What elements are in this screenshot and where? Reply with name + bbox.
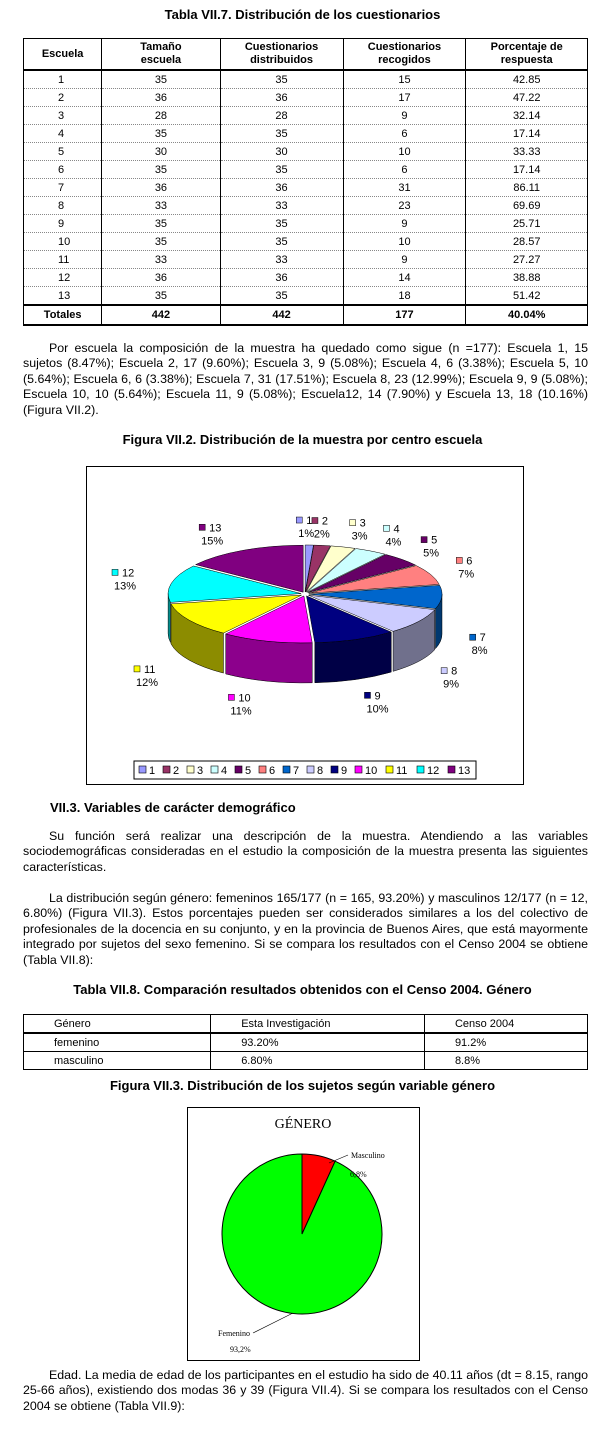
legend-swatch bbox=[283, 766, 290, 773]
legend-label: 6 bbox=[269, 765, 276, 777]
figure-title: Figura VII.3. Distribución de los sujetos según variable género bbox=[109, 1078, 496, 1093]
table-cell: 36 bbox=[102, 179, 220, 197]
paragraph-sample-composition: Por escuela la composición de la muestra ha quedado como sigue (n =177): Escuela 1, 15 sujetos (8.47%); Escuela 2, 17 (9.60%); Escuela 3, 9 (5.08%); Escuela 4, 6 (3.38%); Escuela 5, 10 (5.64%); Escuela 6, 6 (3.38%); Escuela 7, 31 (17.51%); Escuela 8, 23 (12.99%); Escuela 9, 9 (5.08%); Escuela 10, 10 (5.64%); Escuela 11, 9 (5.08%); Escuela12, 14 (7.90%) y Escuela 13, 18 (10.16%) (Figura VII.2). bbox=[23, 341, 588, 417]
slice-category-label: 13 bbox=[209, 522, 222, 535]
slice-label-13 bbox=[199, 522, 223, 547]
table-cell: 40.04% bbox=[466, 305, 588, 325]
table-cell: 28 bbox=[220, 107, 343, 125]
slice-value-label: 3% bbox=[351, 530, 368, 543]
table-row bbox=[24, 215, 588, 233]
legend-label: 4 bbox=[221, 765, 228, 777]
slice-value-label: 11% bbox=[230, 705, 252, 718]
table-cell: Totales bbox=[24, 305, 102, 325]
leader-line bbox=[329, 1155, 348, 1163]
legend-label: 9 bbox=[341, 765, 348, 777]
column-header bbox=[343, 39, 466, 71]
slice-category-label: 10 bbox=[238, 692, 251, 705]
slice-category-label: 8 bbox=[451, 665, 458, 678]
slice-value-label: 5% bbox=[423, 547, 439, 560]
slice-label-7 bbox=[470, 632, 488, 657]
column-header: Esta Investigación bbox=[211, 1015, 425, 1034]
slice-category-label: 11 bbox=[143, 663, 156, 676]
school-pie-svg bbox=[87, 467, 523, 784]
label-swatch bbox=[228, 694, 234, 700]
table-cell: 12 bbox=[24, 269, 102, 287]
legend-swatch bbox=[163, 766, 170, 773]
table-cell: 42.85 bbox=[466, 70, 588, 89]
slice-label-8 bbox=[441, 666, 459, 691]
legend-label: 2 bbox=[173, 765, 180, 777]
table-cell: 31 bbox=[343, 179, 466, 197]
header-line: Cuestionarios bbox=[244, 41, 319, 53]
table-cell: masculino bbox=[24, 1052, 211, 1070]
legend-swatch bbox=[355, 766, 362, 773]
table-cell: 11 bbox=[24, 251, 102, 269]
legend-label: 1 bbox=[149, 765, 156, 777]
header-line: respuesta bbox=[500, 54, 553, 66]
table-cell: 33 bbox=[102, 251, 220, 269]
slice-category-label: Masculino bbox=[351, 1151, 385, 1160]
legend-swatch bbox=[211, 766, 218, 773]
gender-pie-chart bbox=[187, 1107, 420, 1361]
table-cell: 17.14 bbox=[466, 125, 588, 143]
slice-category-label: 9 bbox=[374, 690, 381, 703]
slice-label-4 bbox=[383, 523, 401, 548]
label-swatch bbox=[296, 517, 302, 523]
table-cell: 442 bbox=[102, 305, 220, 325]
table-cell: 33 bbox=[220, 197, 343, 215]
table-cell: 35 bbox=[102, 215, 220, 233]
totals-row bbox=[24, 305, 588, 325]
legend-swatch bbox=[307, 766, 314, 773]
table-cell: femenino bbox=[24, 1033, 211, 1052]
table-cell: 38.88 bbox=[466, 269, 588, 287]
table-cell: 93.20% bbox=[211, 1033, 425, 1052]
table-row bbox=[24, 1052, 588, 1070]
table-cell: 13 bbox=[24, 287, 102, 306]
table-cell: 23 bbox=[343, 197, 466, 215]
table-cell: 17.14 bbox=[466, 161, 588, 179]
slice-category-label: Femenino bbox=[218, 1329, 250, 1338]
table-cell: 28.57 bbox=[466, 233, 588, 251]
table-cell: 6 bbox=[343, 125, 466, 143]
legend-swatch bbox=[417, 766, 424, 773]
table-cell: 35 bbox=[220, 161, 343, 179]
legend-label: 10 bbox=[365, 765, 378, 777]
legend-label: 11 bbox=[396, 765, 408, 777]
table-cell: 18 bbox=[343, 287, 466, 306]
table-cell: 33 bbox=[102, 197, 220, 215]
legend-swatch bbox=[139, 766, 146, 773]
table-cell: 9 bbox=[343, 215, 466, 233]
legend-frame bbox=[134, 761, 476, 779]
table-cell: 6 bbox=[343, 161, 466, 179]
table-cell: 10 bbox=[343, 143, 466, 161]
legend-swatch bbox=[187, 766, 194, 773]
table-cell: 35 bbox=[220, 287, 343, 306]
table-row bbox=[24, 70, 588, 89]
legend-swatch bbox=[448, 766, 455, 773]
slice-category-label: 5 bbox=[431, 534, 438, 547]
table-cell: 35 bbox=[220, 125, 343, 143]
table-cell: 91.2% bbox=[424, 1033, 587, 1052]
legend-swatch bbox=[235, 766, 242, 773]
table-row bbox=[24, 107, 588, 125]
table-cell: 4 bbox=[24, 125, 102, 143]
table-row bbox=[24, 161, 588, 179]
table-cell: 9 bbox=[343, 107, 466, 125]
legend-label: 12 bbox=[427, 765, 440, 777]
distribution-table bbox=[23, 38, 588, 326]
paragraph-age: Edad. La media de edad de los participantes en el estudio ha sido de 40.11 años (dt = 8.15, rango 25-66 años), existiendo dos modas 36 y 39 (Figura VII.4). Si se compara los resultados con el Censo 2004 se obtiene (Tabla VII.9): bbox=[23, 1368, 588, 1413]
column-header bbox=[220, 39, 343, 71]
table-cell: 35 bbox=[102, 125, 220, 143]
legend-swatch bbox=[259, 766, 266, 773]
slice-value-label: 2% bbox=[313, 528, 330, 541]
table-cell: 10 bbox=[343, 233, 466, 251]
table-cell: 35 bbox=[102, 287, 220, 306]
table-cell: 33.33 bbox=[466, 143, 588, 161]
slice-category-label: 6 bbox=[466, 555, 473, 568]
table-cell: 5 bbox=[24, 143, 102, 161]
table-cell: 35 bbox=[220, 70, 343, 89]
header-line: Porcentaje de bbox=[490, 41, 563, 53]
table-cell: 10 bbox=[24, 233, 102, 251]
table-cell: 177 bbox=[343, 305, 466, 325]
slice-value-label: 10% bbox=[366, 703, 389, 716]
header-line: escuela bbox=[140, 54, 182, 66]
slice-category-label: 2 bbox=[321, 515, 329, 528]
table-title: Tabla VII.7. Distribución de los cuestionarios bbox=[164, 7, 441, 22]
table-cell: 15 bbox=[343, 70, 466, 89]
table-cell: 30 bbox=[102, 143, 220, 161]
legend-label: 8 bbox=[317, 765, 324, 777]
column-header bbox=[102, 39, 220, 71]
table-cell: 86.11 bbox=[466, 179, 588, 197]
table-cell: 69.69 bbox=[466, 197, 588, 215]
pie-tops bbox=[168, 545, 442, 643]
table-cell: 36 bbox=[102, 269, 220, 287]
table-cell: 442 bbox=[220, 305, 343, 325]
table-row bbox=[24, 233, 588, 251]
slice-label-9 bbox=[364, 690, 388, 715]
table-row bbox=[24, 197, 588, 215]
figure-title: Figura VII.2. Distribución de la muestra por centro escuela bbox=[122, 432, 483, 447]
table-cell: 32.14 bbox=[466, 107, 588, 125]
table-cell: 27.27 bbox=[466, 251, 588, 269]
slice-value-label: 1% bbox=[298, 528, 315, 541]
table-cell: 25.71 bbox=[466, 215, 588, 233]
table-cell: 36 bbox=[220, 179, 343, 197]
chart-title: GÉNERO bbox=[274, 1117, 332, 1132]
label-swatch bbox=[312, 518, 318, 524]
pie-legend bbox=[134, 761, 476, 779]
slice-label-12 bbox=[112, 567, 136, 592]
table-row bbox=[24, 179, 588, 197]
paragraph-gender: La distribución según género: femeninos 165/177 (n = 165, 93.20%) y masculinos 12/177 (n = 12, 6.80%) (Figura VII.3). Estos porcentajes pueden ser considerados similares a los del colectivo de profesionales de la docencia en su conjunto, y en la provincia de Buenos Aires, que está mayormente integrado por sujetos del sexo femenino. Si se compara los resultados con el Censo 2004 se obtiene (Tabla VII.8): bbox=[23, 891, 588, 967]
table-row bbox=[24, 125, 588, 143]
table-cell: 36 bbox=[102, 89, 220, 107]
table-cell: 8 bbox=[24, 197, 102, 215]
table-row bbox=[24, 251, 588, 269]
table-row bbox=[24, 143, 588, 161]
header-line: recogidos bbox=[378, 54, 431, 66]
table-row bbox=[24, 287, 588, 306]
slice-label-6 bbox=[456, 555, 474, 580]
table-cell: 9 bbox=[343, 251, 466, 269]
column-header bbox=[466, 39, 588, 71]
table-cell: 30 bbox=[220, 143, 343, 161]
slice-category-label: 12 bbox=[122, 567, 135, 580]
label-swatch bbox=[112, 569, 118, 575]
table-cell: 8.8% bbox=[424, 1052, 587, 1070]
label-swatch bbox=[456, 557, 462, 563]
label-swatch bbox=[441, 668, 447, 674]
gender-comparison-table bbox=[23, 1014, 588, 1070]
table-cell: 1 bbox=[24, 70, 102, 89]
table-cell: 28 bbox=[102, 107, 220, 125]
slice-value-label: 7% bbox=[458, 568, 475, 581]
table-row bbox=[24, 269, 588, 287]
table-row bbox=[24, 1033, 588, 1052]
slice-category-label: 3 bbox=[359, 517, 366, 530]
table-title: Tabla VII.8. Comparación resultados obtenidos con el Censo 2004. Género bbox=[73, 982, 532, 997]
slice-category-label: 7 bbox=[479, 632, 486, 645]
table-row bbox=[24, 89, 588, 107]
column-header bbox=[24, 39, 102, 71]
label-swatch bbox=[364, 692, 370, 698]
slice-value-label: 13% bbox=[114, 580, 137, 593]
slice-value-label: 9% bbox=[443, 678, 460, 691]
table-cell: 35 bbox=[102, 233, 220, 251]
slice-label-3 bbox=[350, 518, 368, 543]
table-cell: 6.80% bbox=[211, 1052, 425, 1070]
header-line: Escuela bbox=[41, 47, 84, 60]
slice-label-1 bbox=[296, 515, 314, 540]
column-header: Género bbox=[24, 1015, 211, 1034]
table-cell: 33 bbox=[220, 251, 343, 269]
section-heading: VII.3. Variables de carácter demográfico bbox=[50, 800, 296, 815]
table-cell: 2 bbox=[24, 89, 102, 107]
header-line: distribuidos bbox=[250, 54, 314, 66]
table-cell: 47.22 bbox=[466, 89, 588, 107]
paragraph-description: Su función será realizar una descripción de la muestra. Atendiendo a las variables sociodemográficas consideradas en el estudio la composición de la muestra presenta las siguientes características. bbox=[23, 829, 588, 874]
leader-line bbox=[253, 1313, 293, 1333]
legend-label: 13 bbox=[458, 765, 471, 777]
slice-value-label: 12% bbox=[135, 676, 159, 689]
gender-pie-svg bbox=[188, 1108, 419, 1360]
slice-label-2 bbox=[312, 516, 330, 541]
legend-swatch bbox=[386, 766, 393, 773]
slice-label-11 bbox=[134, 664, 158, 689]
slice-value-label: 8% bbox=[471, 645, 488, 658]
label-swatch bbox=[350, 520, 356, 526]
slice-label-10 bbox=[228, 692, 251, 717]
label-swatch bbox=[383, 525, 389, 531]
label-swatch bbox=[199, 524, 205, 530]
table-cell: 35 bbox=[102, 70, 220, 89]
table-cell: 35 bbox=[102, 161, 220, 179]
slice-value-label: 6,8% bbox=[350, 1170, 367, 1179]
header-line: Tamaño bbox=[140, 41, 182, 53]
table-cell: 3 bbox=[24, 107, 102, 125]
table-cell: 36 bbox=[220, 269, 343, 287]
slice-category-label: 1 bbox=[306, 515, 313, 528]
table-cell: 17 bbox=[343, 89, 466, 107]
legend-swatch bbox=[331, 766, 338, 773]
slice-value-label: 4% bbox=[385, 536, 402, 549]
column-header: Censo 2004 bbox=[424, 1015, 587, 1034]
label-swatch bbox=[134, 666, 140, 672]
table-cell: 6 bbox=[24, 161, 102, 179]
table-cell: 35 bbox=[220, 233, 343, 251]
slice-category-label: 4 bbox=[393, 523, 400, 536]
slice-label-5 bbox=[421, 535, 439, 560]
slice-value-label: 93,2% bbox=[230, 1345, 251, 1354]
table-cell: 35 bbox=[220, 215, 343, 233]
legend-label: 3 bbox=[197, 765, 204, 777]
table-cell: 9 bbox=[24, 215, 102, 233]
legend-label: 5 bbox=[245, 765, 252, 777]
label-swatch bbox=[421, 537, 427, 543]
school-pie-chart bbox=[86, 466, 524, 785]
slice-value-label: 15% bbox=[201, 535, 224, 548]
legend-label: 7 bbox=[293, 765, 300, 777]
table-cell: 51.42 bbox=[466, 287, 588, 306]
table-cell: 7 bbox=[24, 179, 102, 197]
header-line: Cuestionarios bbox=[367, 41, 442, 53]
label-swatch bbox=[470, 634, 476, 640]
table-cell: 36 bbox=[220, 89, 343, 107]
table-cell: 14 bbox=[343, 269, 466, 287]
